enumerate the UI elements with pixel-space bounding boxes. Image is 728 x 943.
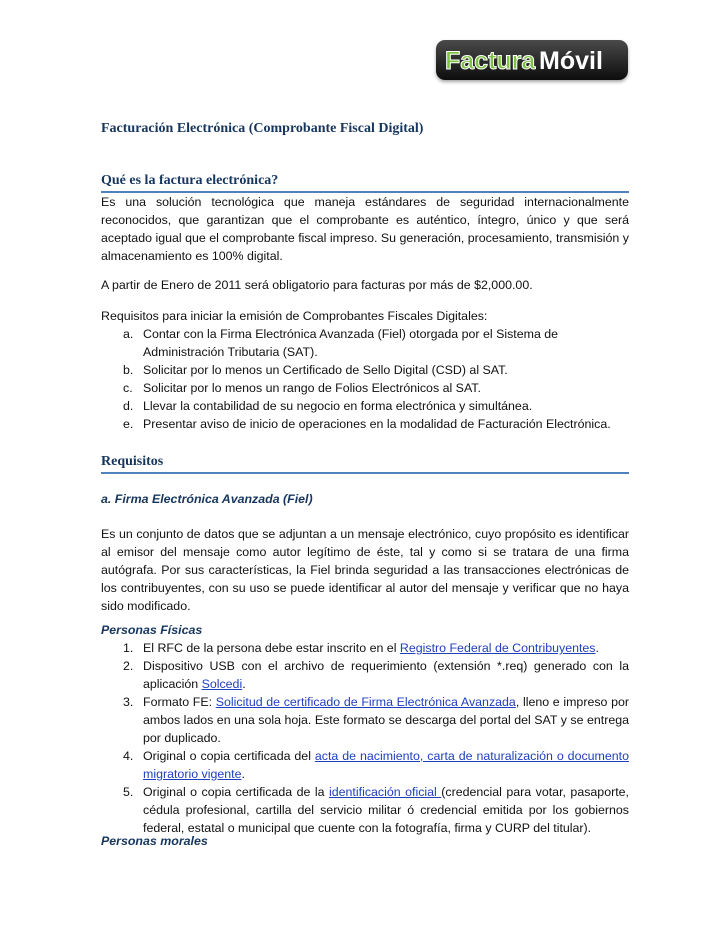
link-solicitud-certificado[interactable]: Solicitud de certificado de Firma Electrónica Avanzada bbox=[215, 695, 516, 709]
link-solcedi[interactable]: Solcedi bbox=[201, 677, 243, 691]
list-item: d. Llevar la contabilidad de su negocio en forma electrónica y simultánea. bbox=[123, 399, 533, 413]
logo-word-movil: Móvil bbox=[539, 47, 603, 75]
logo-word-factura: Factura bbox=[445, 47, 536, 75]
fiel-subheading-block bbox=[101, 490, 629, 508]
list-item: 3. Formato FE: Solicitud de certificado de Firma Electrónica Avanzada, lleno e impreso por ambos lados en una sola hoja. Este formato se descarga del portal del SAT y se entrega por duplicado. bbox=[123, 695, 630, 745]
personas-fisicas-section bbox=[101, 621, 629, 837]
requisitos-heading: Requisitos bbox=[101, 453, 629, 474]
link-identificacion-oficial[interactable]: identificación oficial bbox=[329, 785, 442, 799]
list-item: b. Solicitar por lo menos un Certificado de Sello Digital (CSD) al SAT. bbox=[123, 363, 508, 377]
personas-fisicas-heading: Personas Físicas bbox=[101, 623, 203, 637]
intro-heading: Qué es la factura electrónica? bbox=[101, 172, 629, 193]
fiel-subheading: a. Firma Electrónica Avanzada (Fiel) bbox=[101, 492, 313, 506]
factura-movil-logo bbox=[436, 40, 628, 80]
list-item: c. Solicitar por lo menos un rango de Folios Electrónicos al SAT. bbox=[123, 381, 481, 395]
obligation-text: A partir de Enero de 2011 será obligatorio para facturas por más de $2,000.00. bbox=[101, 278, 533, 292]
list-item: 2. Dispositivo USB con el archivo de requerimiento (extensión *.req) generado con la aplicación Solcedi. bbox=[123, 659, 629, 691]
requirements-intro: Requisitos para iniciar la emisión de Comprobantes Fiscales Digitales: bbox=[101, 309, 488, 323]
list-item: 4. Original o copia certificada del acta de nacimiento, carta de naturalización o documento migratorio vigente. bbox=[123, 749, 629, 781]
list-item: e. Presentar aviso de inicio de operaciones en la modalidad de Facturación Electrónica. bbox=[123, 417, 611, 431]
obligation-note bbox=[101, 276, 629, 294]
personas-morales-heading: Personas morales bbox=[101, 834, 208, 848]
link-registro-federal[interactable]: Registro Federal de Contribuyentes bbox=[399, 641, 596, 655]
link-acta-nacimiento[interactable]: acta de nacimiento, carta de naturalización o documento migratorio vigente bbox=[143, 749, 629, 781]
requirements-list bbox=[101, 307, 629, 433]
list-item: 5. Original o copia certificada de la identificación oficial (credencial para votar, pasaporte, cédula profesional, cartilla del servicio militar ó credencial emitida por los gobiernos federal, estatal o municipal que cuente con la fotografía, firma y CURP del titular). bbox=[123, 785, 629, 835]
list-item: 1. El RFC de la persona debe estar inscrito en el Registro Federal de Contribuyentes. bbox=[123, 641, 599, 655]
intro-paragraph: Es una solución tecnológica que maneja estándares de seguridad internacionalmente reconocidos, que garantizan que el comprobante es auténtico, íntegro, único y que será aceptado igual que el comprobante fiscal impreso. Su generación, procesamiento, transmisión y almacenamiento es 100% digital. bbox=[101, 195, 629, 263]
list-item: a. Contar con la Firma Electrónica Avanzada (Fiel) otorgada por el Sistema de Administración Tributaria (SAT). bbox=[123, 327, 559, 359]
personas-morales-block bbox=[101, 832, 629, 850]
fiel-description bbox=[101, 525, 629, 615]
intro-section bbox=[101, 193, 629, 265]
fiel-paragraph: Es un conjunto de datos que se adjuntan a un mensaje electrónico, cuyo propósito es identificar al emisor del mensaje como autor legítimo de éste, tal y como si se tratara de una firma autógrafa. Por sus características, la Fiel brinda seguridad a las transacciones electrónicas de los contribuyentes, con su uso se puede identificar al autor del mensaje y verificar que no haya sido modificado. bbox=[101, 527, 629, 613]
document-title: Facturación Electrónica (Comprobante Fiscal Digital) bbox=[101, 121, 424, 136]
